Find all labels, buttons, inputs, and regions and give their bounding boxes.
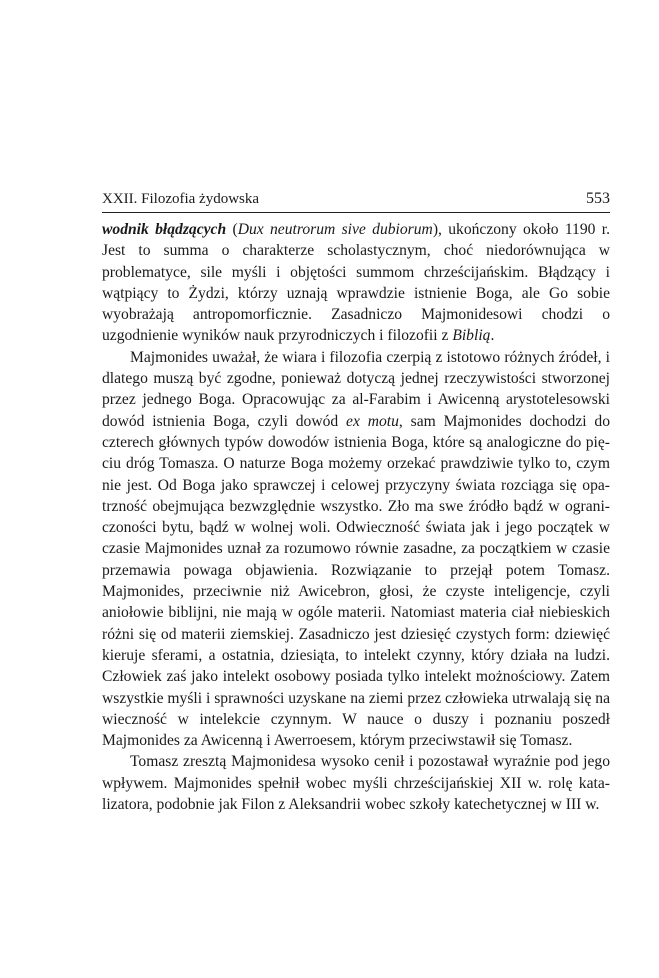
running-head [102,188,610,210]
title-fragment: wodnik błądzących [102,221,227,238]
text-run: , sam Majmonides dochodzi do czterech głównych typów dowodów istnienia Boga, które są analogiczne do pięciu dróg Tomasza. O naturze Boga możemy orzekać prawdziwie tylko to, czym nie jest. Od Boga jako sprawczej i celowej przyczyny świata rozciąga się opatrzność obejmująca bezwzględnie wszystko. Zło ma swe źródło bądź w ograniczoności bytu, bądź w wolnej woli. Odwieczność świata jak i jego początek w czasie Majmonides uznał za rozumowo równie zasadne, za początkiem w czasie przemawia powaga objawienia. Rozwiązanie to przejął potem Tomasz. Majmonides, przeciwnie niż Awicebron, głosi, że czyste inteligencje, czyli aniołowie biblijni, nie mają w ogóle materii. Natomiast materia ciał niebieskich różni się od materii ziemskiej. Zasadniczo jest dziesięć czystych form: dziewięć kieruje sferami, a ostatnia, dziesiąta, to intelekt czynny, który działa na ludzi. Człowiek zaś jako intelekt osobowy posiada tylko intelekt możnościowy. Zatem wszystkie myśli i sprawności uzyskane na ziemi przez człowieka utrwalają się na wieczność w intelekcie czynnym. W nauce o duszy i poznaniu poszedł Majmonides za Awicenną i Awerroesem, którym przeciwstawił się Tomasz. [102,412,611,750]
chapter-title: XXII. Filozofia żydowska [102,191,260,207]
text-run: ), ukończony około 1190 r. Jest to summa o charakterze scholastycznym, choć niedorównująca w problematyce, sile myśli i objętości summom chrześcijańskim. Błądzący i wątpiący to Żydzi, którzy uznają wprawdzie istnienie Boga, ale Go sobie wyobrażają antropomorficznie. Zasadniczo Majmonidesowi chodzi o uzgodnienie wyników nauk przyrodniczych i filozofii z [102,221,610,345]
bible-title: Biblią [452,327,491,345]
text-run: . [490,327,495,345]
page-number: 553 [586,190,610,207]
text-run: ( [226,221,238,238]
latin-term: ex motu [346,412,399,430]
text-run: Majmonides uważał, że wiara i filozofia czerpią z istotowo różnych źródeł, i dlatego muszą być zgodne, ponieważ dotyczą jednej rzeczywistości stworzonej przez jednego Boga. Opracowując za al-Farabim i Awicenną arystotelesowski dowód istnienia Boga, czyli dowód [102,348,610,430]
text-run: Tomasz zresztą Majmonidesa wysoko cenił i pozostawał wyraźnie pod jego wpływem. Majmonides spełnił wobec myśli chrześcijańskiej XII w. rolę katalizatora, podobnie jak Filon z Aleksandrii wobec szkoły katechetycznej w III w. [102,753,610,814]
paragraph-2 [102,347,610,752]
paragraph-1 [102,219,610,347]
paragraph-3 [102,751,610,815]
body-text [102,219,610,815]
header-rule [102,212,610,213]
latin-title: Dux neutrorum sive dubiorum [237,221,433,238]
